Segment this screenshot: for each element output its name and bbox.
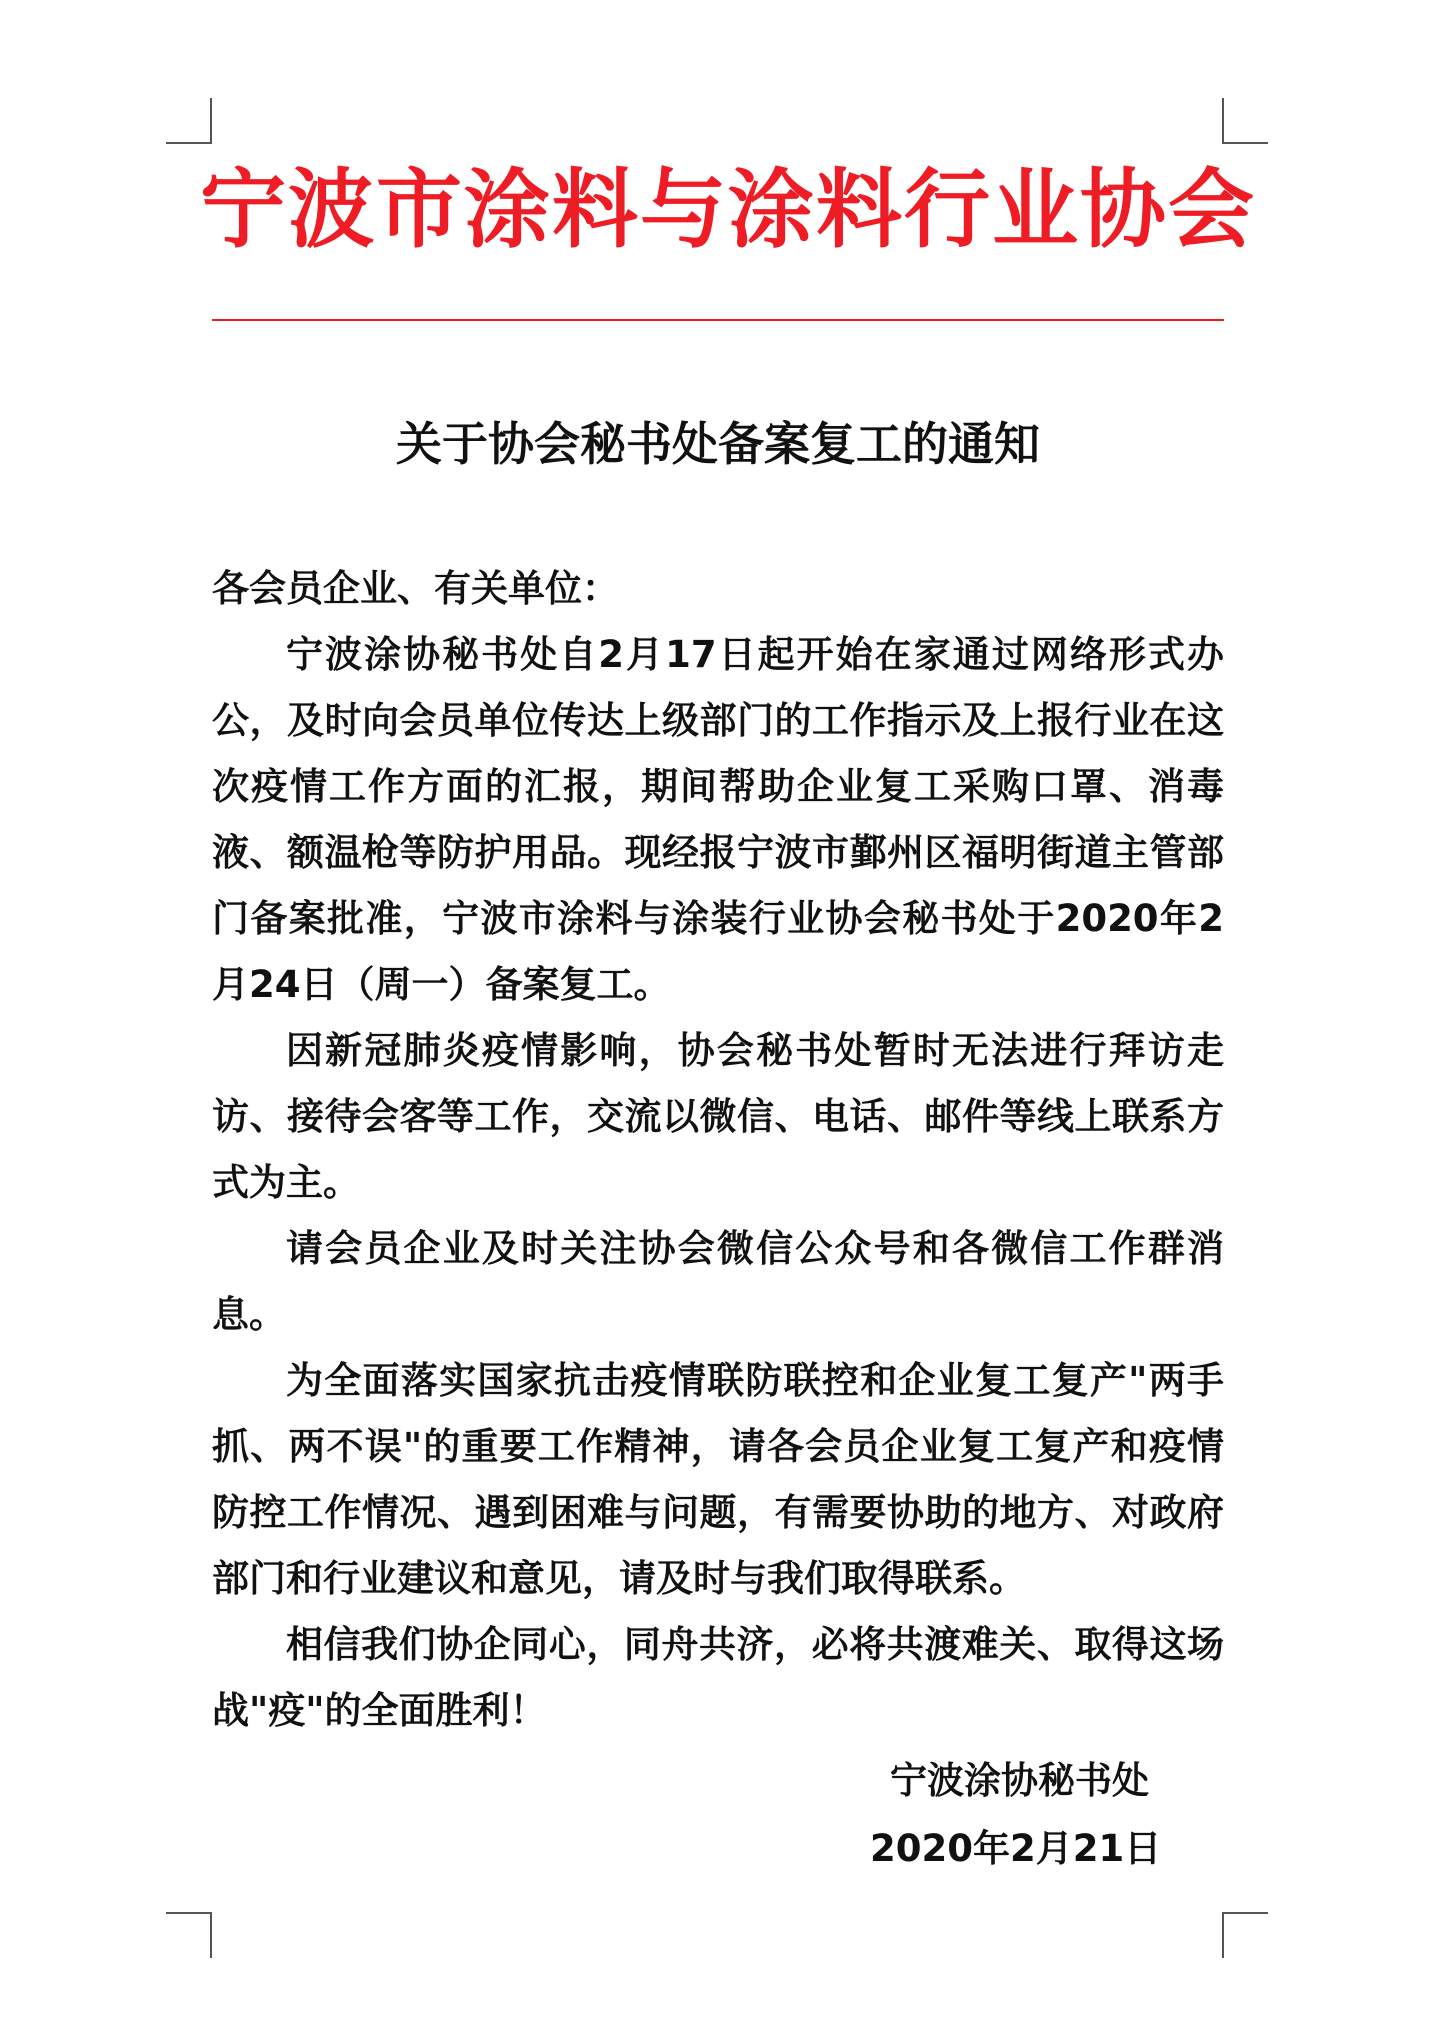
- paragraph-4: 为全面落实国家抗击疫情联防联控和企业复工复产"两手抓、两不误"的重要工作精神，请各会员企业复工复产和疫情防控工作情况、遇到困难与问题，有需要协助的地方、对政府部门和行业建议和意见，请及时与我们取得联系。: [212, 1359, 1224, 1600]
- signature-date: 2020年2月21日: [870, 1827, 1162, 1870]
- paragraph-3: 请会员企业及时关注协会微信公众号和各微信工作群消息。: [212, 1227, 1224, 1336]
- crop-mark-bottom-left: [166, 1912, 212, 1958]
- crop-mark-top-left: [166, 98, 212, 144]
- letterhead-divider: [212, 319, 1224, 321]
- paragraph-2: 因新冠肺炎疫情影响，协会秘书处暂时无法进行拜访走访、接待会客等工作，交流以微信、电话、邮件等线上联系方式为主。: [212, 1029, 1224, 1204]
- crop-mark-bottom-right: [1222, 1912, 1268, 1958]
- notice-body: [212, 556, 1224, 1744]
- salutation: 各会员企业、有关单位：: [212, 567, 619, 610]
- notice-title: 关于协会秘书处备案复工的通知: [396, 417, 1040, 471]
- signature-organization: 宁波涂协秘书处: [890, 1759, 1149, 1802]
- signature-block: [820, 1748, 1220, 1882]
- paragraph-5: 相信我们协企同心，同舟共济，必将共渡难关、取得这场战"疫"的全面胜利！: [212, 1623, 1224, 1732]
- paragraph-1: 宁波涂协秘书处自2月17日起开始在家通过网络形式办公，及时向会员单位传达上级部门的工作指示及上报行业在这次疫情工作方面的汇报，期间帮助企业复工采购口罩、消毒液、额温枪等防护用品。现经报宁波市鄞州区福明街道主管部门备案批准，宁波市涂料与涂装行业协会秘书处于2020年2月24日（周一）备案复工。: [212, 633, 1224, 1006]
- crop-mark-top-right: [1222, 98, 1268, 144]
- letterhead-organization: 宁波市涂料与涂料行业协会: [200, 160, 1256, 260]
